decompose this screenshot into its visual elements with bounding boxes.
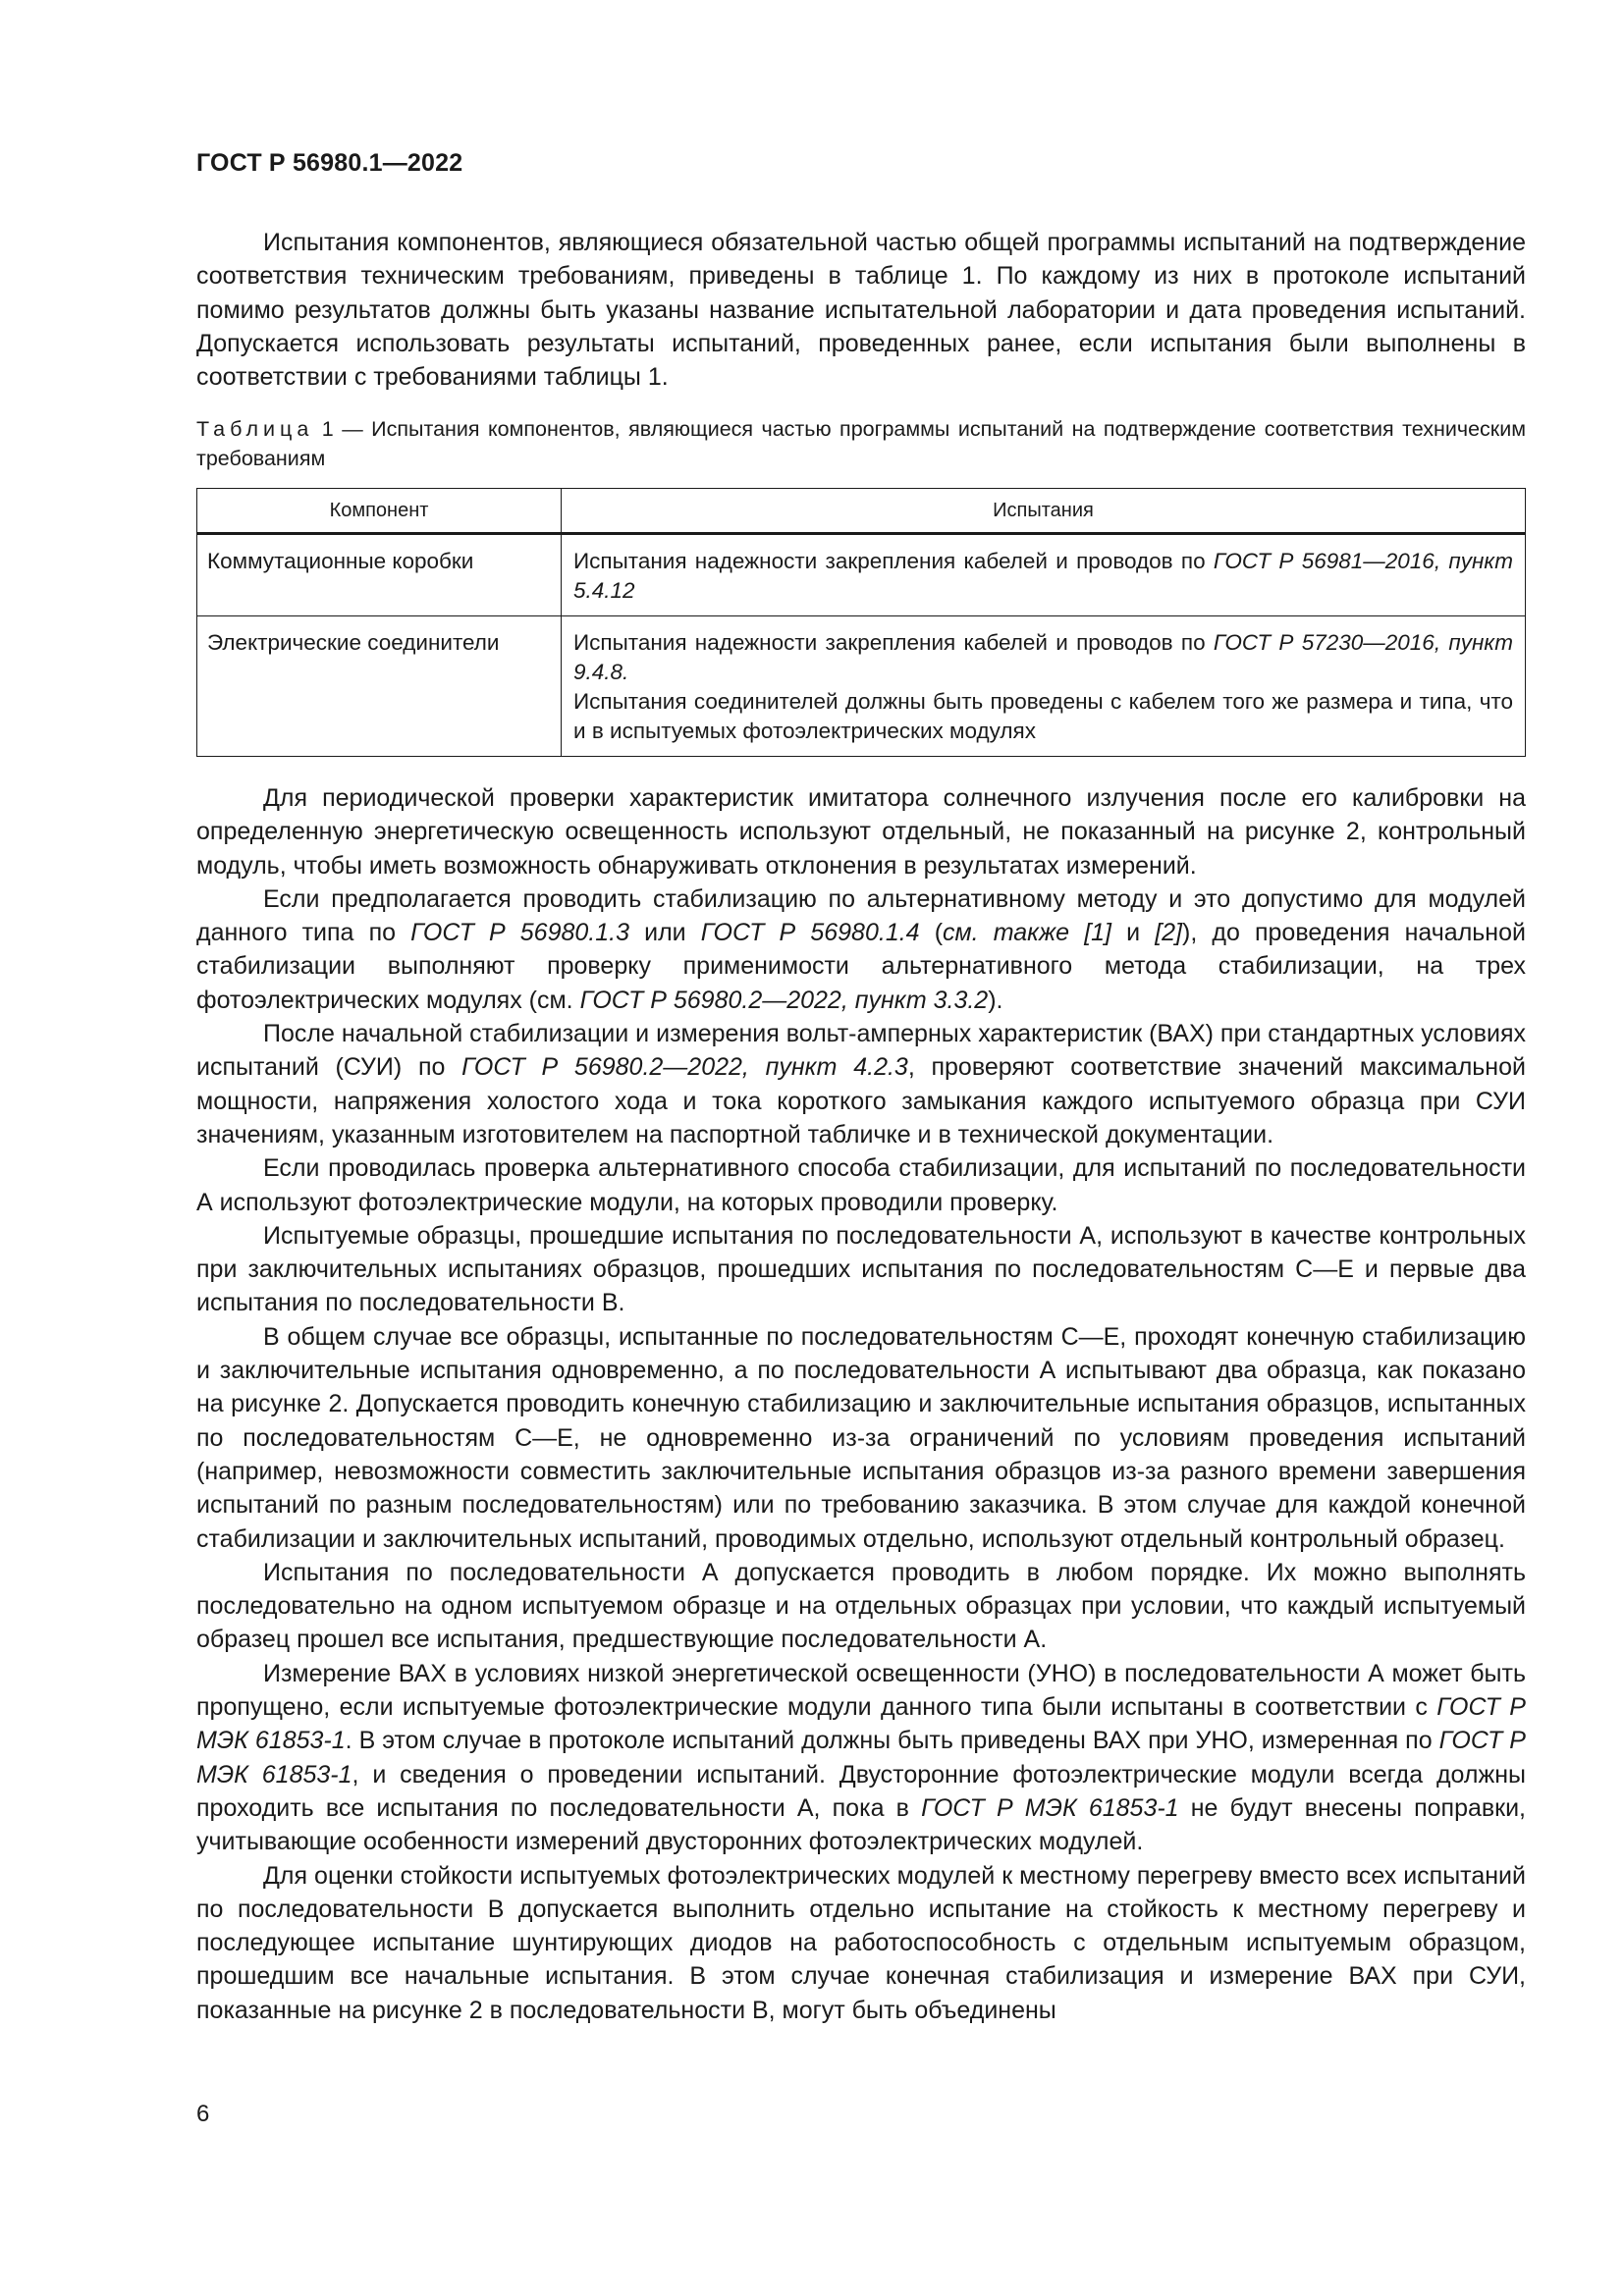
bibliography-reference: [2] xyxy=(1155,919,1182,947)
table-caption xyxy=(196,414,1526,473)
paragraph-4: Если проводилась проверка альтернативного способа стабилизации, для испытаний по последовательности А используют фотоэлектрические модули, на которых проводили проверку. xyxy=(196,1154,1526,1216)
table-row xyxy=(197,616,1526,757)
text-run: . В этом случае в протоколе испытаний должны быть приведены ВАХ при УНО, измеренная по xyxy=(345,1727,1439,1755)
standard-reference: ГОСТ Р 56980.1.4 xyxy=(700,919,920,947)
text-run: ). xyxy=(988,986,1003,1014)
text-run: После начальной стабилизации и измерения вольт-амперных характеристик (ВАХ) при стандартных условиях испытаний (СУИ) по xyxy=(196,1020,1526,1082)
paragraph-1: Для периодической проверки характеристик имитатора солнечного излучения после его калибровки на определенную энергетическую освещенность используют отдельный, не показанный на рисунке 2, контрольный модуль, чтобы иметь возможность обнаруживать отклонения в результатах измерений. xyxy=(196,784,1526,880)
table-caption-word: Таблица xyxy=(196,417,314,441)
table-cell-component: Электрические соединители xyxy=(197,616,562,757)
standard-reference: ГОСТ Р 56980.2—2022, пункт 4.2.3 xyxy=(461,1053,908,1082)
text-run: , и сведения о проведении испытаний. Двусторонние фотоэлектрические модули всегда должны проходить все испытания по последовательности А, пока в xyxy=(196,1760,1526,1822)
text-run: не будут внесены поправки, учитывающие особенности измерений двусторонних фотоэлектрических модулей. xyxy=(196,1793,1526,1856)
standard-reference: ГОСТ Р 56980.1.3 xyxy=(410,919,629,947)
paragraph-9: Для оценки стойкости испытуемых фотоэлектрических модулей к местному перегреву вместо всех испытаний по последовательности В допускается выполнить отдельно испытание на стойкость к местному перегреву и последующее испытание шунтирующих диодов на работоспособность с отдельным испытуемым образцом, прошедшим все начальные испытания. В этом случае конечная стабилизация и измерение ВАХ при СУИ, показанные на рисунке 2 в последовательности В, могут быть объединены xyxy=(196,1861,1526,2024)
text-run: Если предполагается проводить стабилизацию по альтернативному методу и это допустимо для модулей данного типа по xyxy=(196,884,1526,947)
test-reference: ГОСТ Р 56981—2016, пункт 5.4.12 xyxy=(573,549,1513,603)
test-extra: Испытания соединителей должны быть проведены с кабелем того же размера и типа, что и в испытуемых фотоэлектрических модулях xyxy=(573,689,1513,743)
text-run: и xyxy=(1111,919,1156,947)
table-cell-component: Коммутационные коробки xyxy=(197,534,562,616)
intro-text xyxy=(196,226,1526,394)
table-cell-tests xyxy=(562,616,1526,757)
standard-reference: ГОСТ Р 56980.2—2022, пункт 3.3.2 xyxy=(579,986,989,1014)
test-reference: ГОСТ Р 57230—2016, пункт 9.4.8. xyxy=(573,630,1513,684)
text-run: ( xyxy=(919,919,944,947)
table-header-tests: Испытания xyxy=(562,489,1526,534)
table-cell-tests xyxy=(562,534,1526,616)
text-run: или xyxy=(628,919,701,947)
table-header-row xyxy=(197,489,1526,534)
standard-reference: ГОСТ Р МЭК 61853-1 xyxy=(921,1793,1179,1822)
standard-reference: ГОСТ Р МЭК 61853-1 xyxy=(196,1727,1526,1789)
table-row xyxy=(197,534,1526,616)
page-number: 6 xyxy=(196,2101,210,2127)
standard-reference: ГОСТ Р МЭК 61853-1 xyxy=(196,1693,1526,1755)
paragraph-2 xyxy=(196,882,1526,1017)
body-text xyxy=(196,781,1526,2027)
paragraph-3 xyxy=(196,1017,1526,1151)
bibliography-reference: см. также [1] xyxy=(943,919,1111,947)
intro-paragraph: Испытания компонентов, являющиеся обязательной частью общей программы испытаний на подтверждение соответствия техническим требованиям, приведены в таблице 1. По каждому из них в протоколе испытаний помимо результатов должны быть указаны название испытательной лаборатории и дата проведения испытаний. Допускается использовать результаты испытаний, проведенных ранее, если испытания были выполнены в соответствии с требованиями таблицы 1. xyxy=(196,229,1526,392)
paragraph-8 xyxy=(196,1657,1526,1859)
text-run: ), до проведения начальной стабилизации выполняют проверку применимости альтернативного метода стабилизации, на трех фотоэлектрических модулях (см. xyxy=(196,919,1526,1014)
text-run: , проверяют соответствие значений максимальной мощности, напряжения холостого хода и тока короткого замыкания каждого испытуемого образца при СУИ значениям, указанным изготовителем на паспортной табличке и в технической документации. xyxy=(196,1053,1526,1148)
paragraph-5: Испытуемые образцы, прошедшие испытания по последовательности А, используют в качестве контрольных при заключительных испытаниях образцов, прошедших испытания по последовательностям С—Е и первые два испытания по последовательности В. xyxy=(196,1221,1526,1317)
paragraph-7: Испытания по последовательности А допускается проводить в любом порядке. Их можно выполнять последовательно на одном испытуемом образце и на отдельных образцах при условии, что каждый испытуемый образец прошел все испытания, предшествующие последовательности А. xyxy=(196,1558,1526,1654)
table-caption-text: 1 — Испытания компонентов, являющиеся частью программы испытаний на подтверждение соответствия техническим требованиям xyxy=(196,417,1526,470)
components-table xyxy=(196,488,1526,757)
document-id: ГОСТ Р 56980.1—2022 xyxy=(196,149,463,177)
text-run: Измерение ВАХ в условиях низкой энергетической освещенности (УНО) в последовательности А может быть пропущено, если испытуемые фотоэлектрические модули данного типа были испытаны в соответствии с xyxy=(196,1659,1526,1722)
paragraph-6: В общем случае все образцы, испытанные по последовательностям С—Е, проходят конечную стабилизацию и заключительные испытания одновременно, а по последовательности А испытывают два образца, как показано на рисунке 2. Допускается проводить конечную стабилизацию и заключительные испытания образцов, испытанных по последовательностям С—Е, не одновременно из-за ограничений по условиям проведения испытаний (например, невозможности совместить заключительные испытания образцов из-за разного времени завершения испытаний по разным последовательностям) или по требованию заказчика. В этом случае для каждой конечной стабилизации и заключительных испытаний, проводимых отдельно, используют отдельный контрольный образец. xyxy=(196,1322,1526,1553)
table-header-component: Компонент xyxy=(197,489,562,534)
test-text: Испытания надежности закрепления кабелей и проводов по xyxy=(573,630,1214,655)
test-text: Испытания надежности закрепления кабелей и проводов по xyxy=(573,549,1214,573)
